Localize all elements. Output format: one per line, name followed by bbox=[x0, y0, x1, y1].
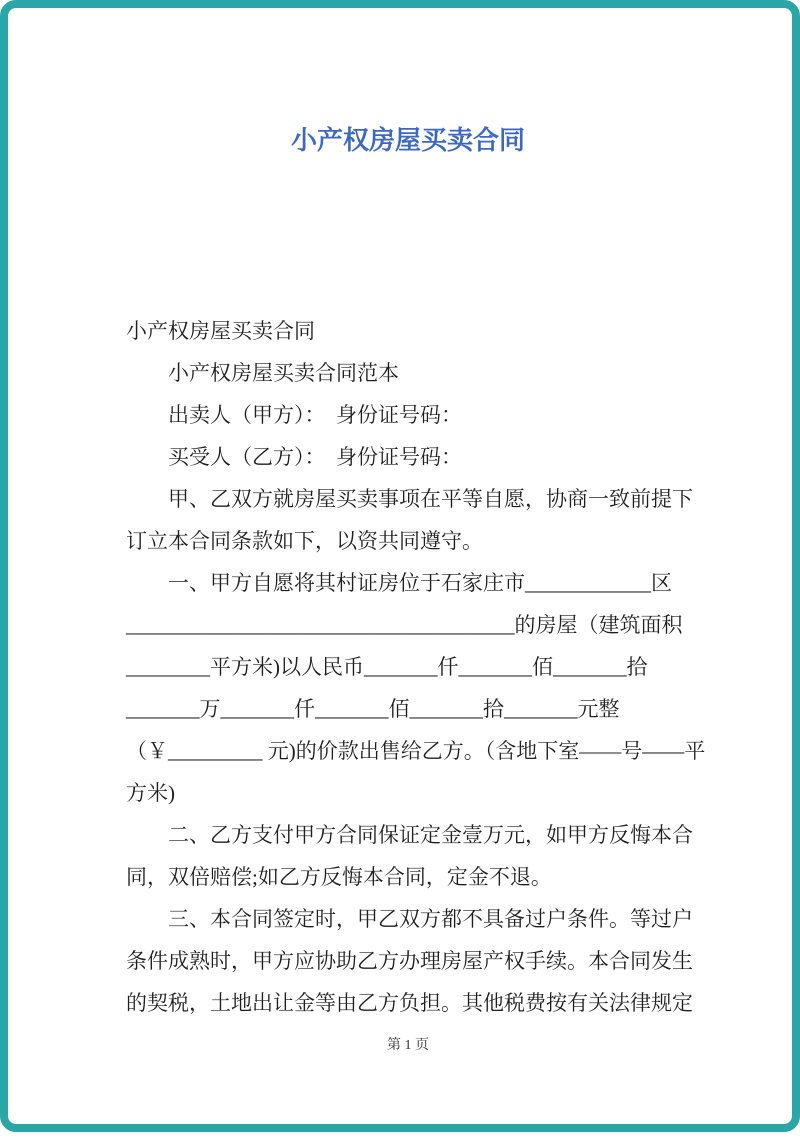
contract-line: （￥_________ 元)的价款出售给乙方。（含地下室——号––––平 bbox=[126, 739, 706, 763]
contract-line: 甲、乙双方就房屋买卖事项在平等自愿，协商一致前提下 bbox=[126, 487, 693, 511]
contract-line: 小产权房屋买卖合同范本 bbox=[126, 361, 399, 385]
contract-line: 二、乙方支付甲方合同保证定金壹万元，如甲方反悔本合 bbox=[126, 823, 693, 847]
document-page bbox=[8, 8, 800, 1140]
contract-line: _____________________________________的房屋（建筑面积 bbox=[126, 613, 683, 637]
contract-line: 小产权房屋买卖合同 bbox=[126, 319, 315, 343]
contract-line: _______万_______仟_______佰_______拾_______元整 bbox=[126, 697, 620, 721]
contract-line: 的契税，土地出让金等由乙方负担。其他税费按有关法律规定 bbox=[126, 991, 693, 1015]
page-number: 第 1 页 bbox=[387, 1038, 429, 1053]
contract-line: 同，双倍赔偿;如乙方反悔本合同，定金不退。 bbox=[126, 865, 552, 889]
document-title: 小产权房屋买卖合同 bbox=[290, 126, 525, 155]
contract-line: 条件成熟时，甲方应协助乙方办理房屋产权手续。本合同发生 bbox=[126, 949, 693, 973]
contract-line: 三、本合同签定时，甲乙双方都不具备过户条件。等过户 bbox=[126, 907, 693, 931]
contract-line: 一、甲方自愿将其村证房位于石家庄市____________区 bbox=[126, 571, 672, 595]
contract-line: 订立本合同条款如下，以资共同遵守。 bbox=[126, 529, 483, 553]
contract-line: 出卖人（甲方）： 身份证号码： bbox=[126, 403, 462, 427]
contract-line: 买受人（乙方）： 身份证号码： bbox=[126, 445, 462, 469]
document-body bbox=[126, 310, 706, 1024]
contract-line: 方米) bbox=[126, 781, 175, 805]
contract-line: ________平方米)以人民币_______仟_______佰_______拾 bbox=[126, 655, 648, 679]
